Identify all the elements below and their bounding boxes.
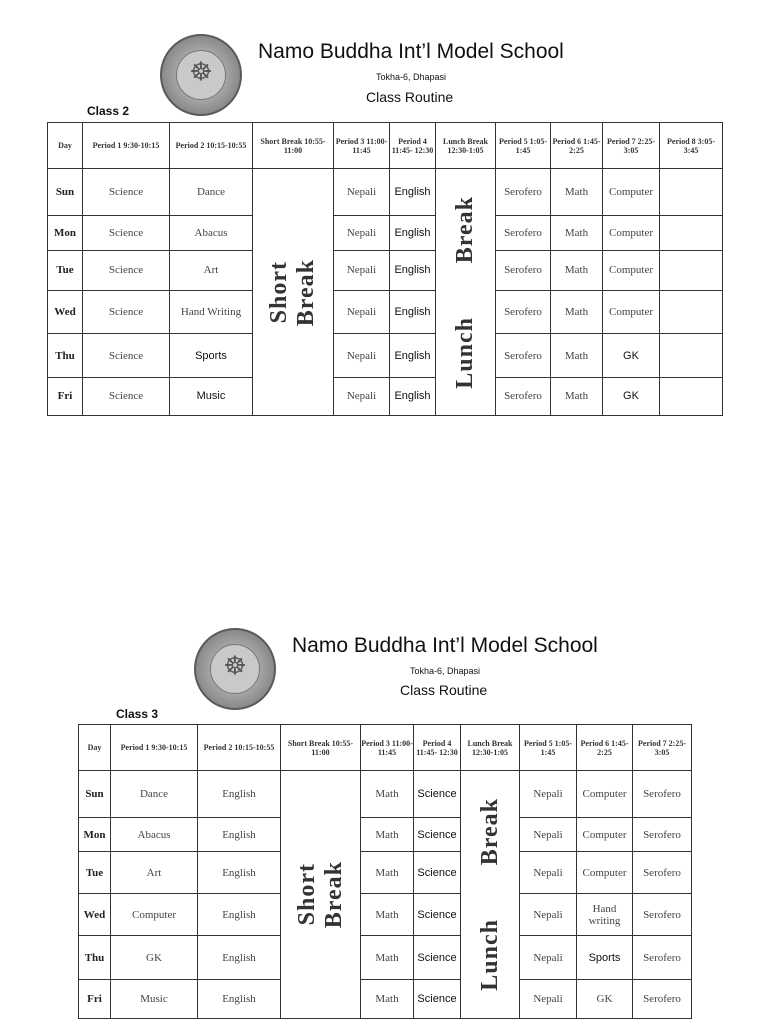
period-3-cell: Math: [361, 771, 414, 818]
table-row: [79, 980, 692, 1019]
period-3-cell: Nepali: [334, 334, 390, 377]
col-header-period-4: Period 4 11:45- 12:30: [414, 725, 461, 771]
period-8-cell: [660, 215, 723, 250]
period-1-cell: Abacus: [111, 818, 198, 852]
period-7-cell: Serofero: [633, 980, 692, 1019]
period-8-cell: [660, 169, 723, 215]
period-4-cell: Science: [414, 818, 461, 852]
short-break-cell: [253, 169, 334, 416]
period-7-cell: Computer: [603, 291, 660, 334]
col-header-period-6: Period 6 1:45- 2:25: [551, 123, 603, 169]
period-6-cell: Math: [551, 334, 603, 377]
day-cell: Tue: [48, 250, 83, 290]
col-header-day: Day: [48, 123, 83, 169]
period-4-cell: English: [390, 334, 436, 377]
col-header-period-3: Period 3 11:00- 11:45: [361, 725, 414, 771]
period-1-cell: Science: [83, 250, 170, 290]
table-row: [48, 215, 723, 250]
buddha-figure-icon: ☸: [189, 57, 213, 88]
col-header-short-break: Short Break 10:55-11:00: [281, 725, 361, 771]
school-name: Namo Buddha Int’l Model School: [258, 40, 564, 63]
school-address: Tokha-6, Dhapasi: [410, 666, 481, 676]
table-row: [79, 852, 692, 894]
short-break-word-1: Short: [266, 260, 292, 324]
period-3-cell: Math: [361, 980, 414, 1019]
buddha-figure-icon: ☸: [223, 651, 247, 682]
day-cell: Thu: [79, 936, 111, 980]
day-cell: Sun: [48, 169, 83, 215]
header-row: [48, 123, 723, 169]
col-header-lunch-break: Lunch Break 12:30-1:05: [461, 725, 520, 771]
period-6-cell: Hand writing: [577, 894, 633, 936]
lunch-break-word-1: Lunch: [476, 919, 503, 991]
period-4-cell: English: [390, 250, 436, 290]
col-header-period-4: Period 4 11:45- 12:30: [390, 123, 436, 169]
lunch-break-cell: [436, 169, 496, 416]
short-break-word-2: Break: [320, 860, 347, 929]
class-label: Class 2: [87, 104, 130, 118]
period-4-cell: Science: [414, 894, 461, 936]
short-break-cell: [281, 771, 361, 1019]
col-header-period-8: Period 8 3:05-3:45: [660, 123, 723, 169]
period-7-cell: Computer: [603, 250, 660, 290]
table-row: [48, 334, 723, 377]
period-3-cell: Math: [361, 852, 414, 894]
col-header-period-1: Period 1 9:30-10:15: [83, 123, 170, 169]
col-header-period-3: Period 3 11:00-11:45: [334, 123, 390, 169]
school-logo: [194, 628, 276, 710]
period-4-cell: Science: [414, 852, 461, 894]
table-row: [48, 377, 723, 415]
lunch-break-word-1: Lunch: [452, 316, 478, 389]
period-4-cell: English: [390, 169, 436, 215]
period-2-cell: Sports: [170, 334, 253, 377]
col-header-period-2: Period 2 10:15-10:55: [198, 725, 281, 771]
period-1-cell: Computer: [111, 894, 198, 936]
period-2-cell: English: [198, 894, 281, 936]
period-7-cell: Serofero: [633, 771, 692, 818]
period-1-cell: Science: [83, 169, 170, 215]
period-6-cell: Computer: [577, 818, 633, 852]
day-cell: Sun: [79, 771, 111, 818]
period-6-cell: Math: [551, 377, 603, 415]
period-4-cell: English: [390, 377, 436, 415]
day-cell: Fri: [48, 377, 83, 415]
col-header-lunch-break: Lunch Break 12:30-1:05: [436, 123, 496, 169]
table-row: [48, 291, 723, 334]
period-3-cell: Nepali: [334, 377, 390, 415]
period-3-cell: Nepali: [334, 215, 390, 250]
period-2-cell: Hand Writing: [170, 291, 253, 334]
table-row: [79, 818, 692, 852]
period-6-cell: Math: [551, 291, 603, 334]
col-header-period-6: Period 6 1:45- 2:25: [577, 725, 633, 771]
period-3-cell: Nepali: [334, 291, 390, 334]
period-2-cell: Dance: [170, 169, 253, 215]
period-5-cell: Serofero: [496, 215, 551, 250]
period-1-cell: Dance: [111, 771, 198, 818]
period-8-cell: [660, 377, 723, 415]
period-7-cell: GK: [603, 334, 660, 377]
period-2-cell: Music: [170, 377, 253, 415]
period-3-cell: Math: [361, 936, 414, 980]
day-cell: Tue: [79, 852, 111, 894]
school-address: Tokha-6, Dhapasi: [376, 72, 447, 82]
period-5-cell: Nepali: [520, 771, 577, 818]
day-cell: Mon: [48, 215, 83, 250]
col-header-period-7: Period 7 2:25- 3:05: [633, 725, 692, 771]
table-row: [79, 771, 692, 818]
short-break-word-2: Break: [293, 258, 319, 326]
period-2-cell: English: [198, 980, 281, 1019]
period-7-cell: Computer: [603, 169, 660, 215]
period-8-cell: [660, 250, 723, 290]
period-7-cell: Computer: [603, 215, 660, 250]
day-cell: Thu: [48, 334, 83, 377]
period-3-cell: Nepali: [334, 169, 390, 215]
col-header-period-7: Period 7 2:25- 3:05: [603, 123, 660, 169]
period-3-cell: Nepali: [334, 250, 390, 290]
lunch-break-cell: [461, 771, 520, 1019]
period-2-cell: Abacus: [170, 215, 253, 250]
period-2-cell: English: [198, 852, 281, 894]
period-6-cell: Math: [551, 169, 603, 215]
col-header-day: Day: [79, 725, 111, 771]
col-header-short-break: Short Break 10:55-11:00: [253, 123, 334, 169]
period-1-cell: Science: [83, 215, 170, 250]
period-6-cell: Math: [551, 215, 603, 250]
period-6-cell: Computer: [577, 852, 633, 894]
period-8-cell: [660, 291, 723, 334]
table-row: [79, 936, 692, 980]
period-5-cell: Nepali: [520, 818, 577, 852]
period-5-cell: Serofero: [496, 169, 551, 215]
period-7-cell: GK: [603, 377, 660, 415]
period-1-cell: Science: [83, 334, 170, 377]
table-row: [48, 250, 723, 290]
period-7-cell: Serofero: [633, 818, 692, 852]
routine-title: Class Routine: [366, 89, 454, 105]
period-7-cell: Serofero: [633, 936, 692, 980]
period-1-cell: Music: [111, 980, 198, 1019]
routine-table: [78, 724, 692, 1019]
day-cell: Fri: [79, 980, 111, 1019]
period-5-cell: Nepali: [520, 980, 577, 1019]
period-5-cell: Nepali: [520, 894, 577, 936]
school-logo: [160, 34, 242, 116]
period-5-cell: Serofero: [496, 250, 551, 290]
header-row: [79, 725, 692, 771]
day-cell: Wed: [48, 291, 83, 334]
period-1-cell: GK: [111, 936, 198, 980]
table-row: [48, 169, 723, 215]
period-1-cell: Art: [111, 852, 198, 894]
period-5-cell: Serofero: [496, 377, 551, 415]
class-label: Class 3: [116, 707, 159, 721]
period-8-cell: [660, 334, 723, 377]
period-6-cell: Computer: [577, 771, 633, 818]
period-2-cell: English: [198, 771, 281, 818]
period-4-cell: English: [390, 215, 436, 250]
day-cell: Wed: [79, 894, 111, 936]
period-2-cell: English: [198, 818, 281, 852]
routine-title: Class Routine: [400, 682, 488, 698]
col-header-period-5: Period 5 1:05- 1:45: [520, 725, 577, 771]
period-5-cell: Nepali: [520, 936, 577, 980]
period-5-cell: Nepali: [520, 852, 577, 894]
short-break-word-1: Short: [293, 863, 320, 926]
col-header-period-2: Period 2 10:15-10:55: [170, 123, 253, 169]
routine-table: [47, 122, 723, 416]
period-6-cell: Sports: [577, 936, 633, 980]
period-1-cell: Science: [83, 291, 170, 334]
period-3-cell: Math: [361, 818, 414, 852]
period-6-cell: Math: [551, 250, 603, 290]
period-2-cell: English: [198, 936, 281, 980]
period-4-cell: English: [390, 291, 436, 334]
period-4-cell: Science: [414, 936, 461, 980]
period-4-cell: Science: [414, 771, 461, 818]
period-3-cell: Math: [361, 894, 414, 936]
col-header-period-1: Period 1 9:30-10:15: [111, 725, 198, 771]
period-6-cell: GK: [577, 980, 633, 1019]
period-2-cell: Art: [170, 250, 253, 290]
period-7-cell: Serofero: [633, 894, 692, 936]
lunch-break-word-2: Break: [452, 196, 478, 264]
period-4-cell: Science: [414, 980, 461, 1019]
period-5-cell: Serofero: [496, 291, 551, 334]
table-row: [79, 894, 692, 936]
period-1-cell: Science: [83, 377, 170, 415]
period-5-cell: Serofero: [496, 334, 551, 377]
lunch-break-word-2: Break: [476, 798, 503, 866]
period-7-cell: Serofero: [633, 852, 692, 894]
col-header-period-5: Period 5 1:05- 1:45: [496, 123, 551, 169]
day-cell: Mon: [79, 818, 111, 852]
school-name: Namo Buddha Int’l Model School: [292, 634, 598, 657]
